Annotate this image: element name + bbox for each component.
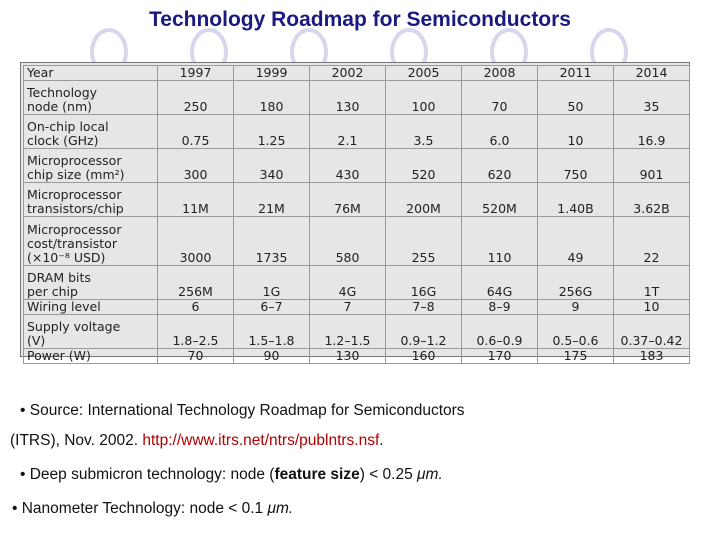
table-cell: 22 bbox=[614, 217, 690, 266]
table-row bbox=[24, 115, 690, 149]
table-cell: 16.9 bbox=[614, 115, 690, 149]
table-cell: 175 bbox=[538, 349, 614, 364]
table-cell: 170 bbox=[462, 349, 538, 364]
table-cell: 520 bbox=[386, 149, 462, 183]
table-cell: 3000 bbox=[158, 217, 234, 266]
table-cell: 49 bbox=[538, 217, 614, 266]
table-cell: 6 bbox=[158, 300, 234, 315]
table-cell: 10 bbox=[614, 300, 690, 315]
bullet-dot: • bbox=[20, 402, 30, 419]
table-cell: 255 bbox=[386, 217, 462, 266]
table-row bbox=[24, 300, 690, 315]
table-row bbox=[24, 149, 690, 183]
row-label: Technology node (nm) bbox=[24, 81, 158, 115]
table-cell: 2.1 bbox=[310, 115, 386, 149]
table-cell: 183 bbox=[614, 349, 690, 364]
table-cell: 3.5 bbox=[386, 115, 462, 149]
table-cell: 256G bbox=[538, 266, 614, 300]
table-cell: 130 bbox=[310, 349, 386, 364]
table-cell: 50 bbox=[538, 81, 614, 115]
table-row bbox=[24, 183, 690, 217]
bullet-source-line2 bbox=[10, 432, 384, 450]
header-year-cell: 2002 bbox=[310, 66, 386, 81]
row-label: On-chip local clock (GHz) bbox=[24, 115, 158, 149]
slide-title: Technology Roadmap for Semiconductors bbox=[149, 8, 571, 31]
table-cell: 0.37–0.42 bbox=[614, 315, 690, 349]
table-cell: 0.75 bbox=[158, 115, 234, 149]
row-label: DRAM bits per chip bbox=[24, 266, 158, 300]
roadmap-table-container bbox=[20, 62, 690, 363]
table-cell: 0.9–1.2 bbox=[386, 315, 462, 349]
table-cell: 35 bbox=[614, 81, 690, 115]
table-cell: 750 bbox=[538, 149, 614, 183]
bullet-nanometer bbox=[12, 500, 293, 518]
table-cell: 21M bbox=[234, 183, 310, 217]
micrometer-unit: μm. bbox=[267, 500, 294, 517]
header-year-label: Year bbox=[24, 66, 158, 81]
table-cell: 130 bbox=[310, 81, 386, 115]
table-cell: 160 bbox=[386, 349, 462, 364]
table-cell: 180 bbox=[234, 81, 310, 115]
table-cell: 1.40B bbox=[538, 183, 614, 217]
table-row bbox=[24, 81, 690, 115]
table-cell: 4G bbox=[310, 266, 386, 300]
table-row bbox=[24, 349, 690, 364]
header-year-cell: 2011 bbox=[538, 66, 614, 81]
bullet-deep-submicron bbox=[20, 466, 443, 484]
row-label: Power (W) bbox=[24, 349, 158, 364]
table-cell: 1T bbox=[614, 266, 690, 300]
table-cell: 90 bbox=[234, 349, 310, 364]
table-cell: 1.5–1.8 bbox=[234, 315, 310, 349]
table-cell: 76M bbox=[310, 183, 386, 217]
micrometer-unit: μm. bbox=[417, 466, 443, 483]
table-cell: 110 bbox=[462, 217, 538, 266]
table-cell: 16G bbox=[386, 266, 462, 300]
table-header-row bbox=[24, 66, 690, 81]
table-cell: 64G bbox=[462, 266, 538, 300]
header-year-cell: 2014 bbox=[614, 66, 690, 81]
table-cell: 200M bbox=[386, 183, 462, 217]
header-year-cell: 1997 bbox=[158, 66, 234, 81]
table-cell: 6–7 bbox=[234, 300, 310, 315]
table-cell: 3.62B bbox=[614, 183, 690, 217]
table-cell: 620 bbox=[462, 149, 538, 183]
table-cell: 0.5–0.6 bbox=[538, 315, 614, 349]
row-label: Supply voltage (V) bbox=[24, 315, 158, 349]
table-cell: 6.0 bbox=[462, 115, 538, 149]
table-cell: 1.2–1.5 bbox=[310, 315, 386, 349]
bullet-source-line1 bbox=[20, 402, 465, 420]
source-period: . bbox=[379, 432, 384, 449]
table-cell: 10 bbox=[538, 115, 614, 149]
deep-submicron-text: Deep submicron technology: node ( bbox=[29, 466, 275, 483]
table-row bbox=[24, 266, 690, 300]
table-cell: 1.8–2.5 bbox=[158, 315, 234, 349]
row-label: Microprocessor chip size (mm²) bbox=[24, 149, 158, 183]
row-label: Wiring level bbox=[24, 300, 158, 315]
nanometer-text: Nanometer Technology: node < 0.1 bbox=[21, 500, 268, 517]
deep-submicron-limit: ) < 0.25 bbox=[359, 466, 418, 483]
table-row bbox=[24, 315, 690, 349]
table-cell: 11M bbox=[158, 183, 234, 217]
source-text: Source: International Technology Roadmap for Semiconductors bbox=[29, 402, 465, 419]
row-label: Microprocessor cost/transistor (×10⁻⁸ USD) bbox=[24, 217, 158, 266]
table-cell: 250 bbox=[158, 81, 234, 115]
row-label: Microprocessor transistors/chip bbox=[24, 183, 158, 217]
itrs-link[interactable]: http://www.itrs.net/ntrs/publntrs.nsf bbox=[142, 432, 380, 449]
table-cell: 520M bbox=[462, 183, 538, 217]
feature-size-text: feature size bbox=[274, 466, 360, 483]
table-cell: 256M bbox=[158, 266, 234, 300]
bullet-dot: • bbox=[12, 500, 22, 517]
source-date-text: (ITRS), Nov. 2002. bbox=[10, 432, 143, 449]
table-cell: 0.6–0.9 bbox=[462, 315, 538, 349]
table-cell: 901 bbox=[614, 149, 690, 183]
table-cell: 1.25 bbox=[234, 115, 310, 149]
table-cell: 580 bbox=[310, 217, 386, 266]
table-cell: 340 bbox=[234, 149, 310, 183]
header-year-cell: 2005 bbox=[386, 66, 462, 81]
table-cell: 300 bbox=[158, 149, 234, 183]
bullet-dot: • bbox=[20, 466, 30, 483]
table-row bbox=[24, 217, 690, 266]
table-cell: 8–9 bbox=[462, 300, 538, 315]
table-cell: 70 bbox=[462, 81, 538, 115]
table-cell: 7 bbox=[310, 300, 386, 315]
header-year-cell: 1999 bbox=[234, 66, 310, 81]
table-cell: 1G bbox=[234, 266, 310, 300]
header-year-cell: 2008 bbox=[462, 66, 538, 81]
table-cell: 7–8 bbox=[386, 300, 462, 315]
table-cell: 1735 bbox=[234, 217, 310, 266]
table-cell: 100 bbox=[386, 81, 462, 115]
table-cell: 430 bbox=[310, 149, 386, 183]
table-cell: 9 bbox=[538, 300, 614, 315]
roadmap-table bbox=[23, 65, 690, 364]
table-cell: 70 bbox=[158, 349, 234, 364]
